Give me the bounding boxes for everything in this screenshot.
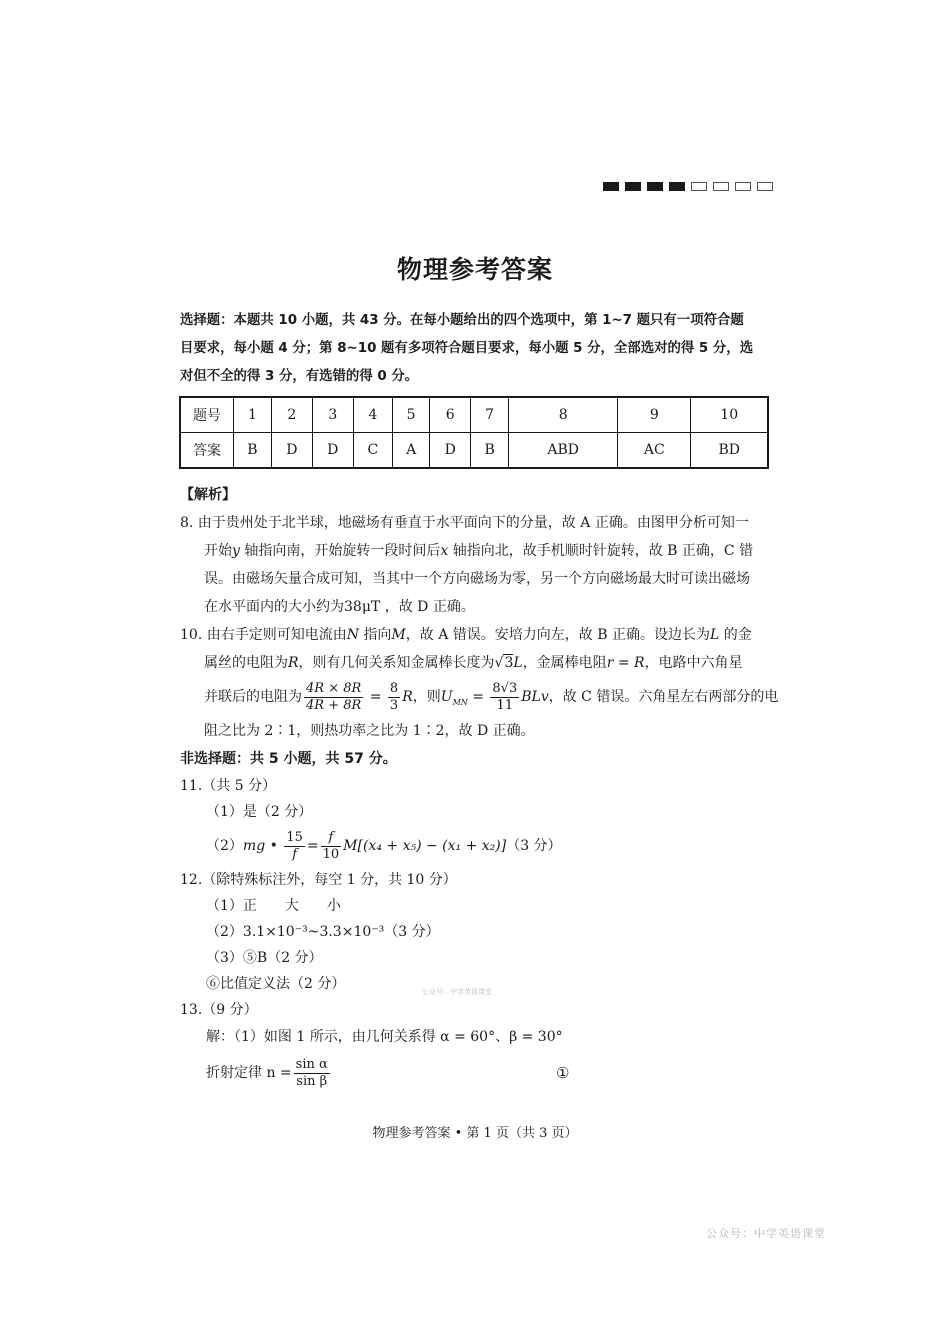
text-line: （2）mg • $\frac{15}{f}$ = $\frac{f}{10}$ M[(x₄ + x₅) − (x₁ + x₂)]（3 分） — [206, 829, 562, 862]
answer-table — [179, 396, 769, 469]
fraction: $\frac{4R \times 8R}{4R + 8R}$ — [306, 680, 362, 713]
fraction: $\frac{15}{f}$ — [286, 829, 303, 862]
table-cell: 7 — [471, 397, 509, 433]
progress-block-filled — [625, 182, 641, 191]
q13-answer — [180, 997, 780, 1095]
progress-block-empty — [735, 182, 751, 191]
text-line: 解：（1）如图 1 所示，由几何关系得 α = 60°、β = 30° — [206, 1029, 563, 1045]
text-line: 开始y 轴指向南，开始旋转一段时间后x 轴指向北，故手机顺时针旋转，故 B 正确，C 错 — [204, 543, 754, 559]
analysis-section — [180, 481, 780, 1095]
analysis-heading: 【解析】 — [180, 487, 236, 503]
table-cell: B — [471, 433, 509, 469]
table-cell: D — [430, 433, 471, 469]
nonchoice-heading: 非选择题：共 5 小题，共 57 分。 — [180, 751, 397, 767]
text-line: 并联后的电阻为 $\frac{4R \times 8R}{4R + 8R}$ = $\frac{8}{3}$ R，则$U_{MN}$ = $\frac{8√3}{11}$ BLv，故 C 错误。六角星左右两部分的电 — [204, 680, 779, 713]
watermark-corner: 公众号：中学英语课堂 — [706, 1227, 826, 1240]
text-line: （1）是（2 分） — [206, 804, 313, 820]
table-cell: 8 — [509, 397, 618, 433]
text-line: 阻之比为 2∶1，则热功率之比为 1∶2，故 D 正确。 — [204, 723, 535, 739]
progress-block-empty — [757, 182, 773, 191]
fraction: $\frac{8}{3}$ — [389, 680, 399, 713]
table-cell: 4 — [353, 397, 392, 433]
progress-block-filled — [603, 182, 619, 191]
table-cell: 10 — [691, 397, 768, 433]
progress-block-filled — [647, 182, 663, 191]
progress-block-empty — [713, 182, 729, 191]
q11-answer — [180, 773, 780, 867]
progress-block-empty — [691, 182, 707, 191]
table-cell: D — [271, 433, 312, 469]
text-line: 误。由磁场矢量合成可知，当其中一个方向磁场为零，另一个方向磁场最大时可读出磁场 — [204, 571, 750, 587]
text-line: 折射定律 n = $\frac{\text{sin α}}{\text{sin β}}$ ① — [180, 1051, 780, 1095]
table-cell: B — [234, 433, 272, 469]
table-cell: D — [312, 433, 353, 469]
table-cell: 5 — [393, 397, 430, 433]
table-cell: C — [353, 433, 392, 469]
table-cell: 2 — [271, 397, 312, 433]
answer-row — [180, 433, 768, 469]
text-line: 12.（除特殊标注外，每空 1 分，共 10 分） — [180, 872, 457, 888]
intro-line: 选择题：本题共 10 小题，共 43 分。在每小题给出的四个选项中，第 1~7 题只有一项符合题 — [180, 313, 744, 328]
text-line: （1）正 大 小 — [206, 898, 341, 914]
page-progress-blocks — [603, 182, 773, 191]
row-label: 题号 — [180, 397, 234, 433]
fraction: $\frac{8√3}{11}$ — [492, 680, 518, 713]
page-footer: 物理参考答案 • 第 1 页（共 3 页） — [372, 1126, 578, 1141]
table-cell: 6 — [430, 397, 471, 433]
question-number-row — [180, 397, 768, 433]
row-label: 答案 — [180, 433, 234, 469]
q12-answer — [180, 867, 780, 997]
text-line: 8. 由于贵州处于北半球，地磁场有垂直于水平面向下的分量，故 A 正确。由图甲分析可知一 — [180, 515, 749, 531]
fraction: $\frac{f}{10}$ — [322, 829, 340, 862]
q8-explanation — [180, 509, 780, 621]
table-cell: A — [393, 433, 430, 469]
page-title: 物理参考答案 — [396, 255, 553, 284]
choice-intro — [180, 307, 770, 391]
table-cell: AC — [618, 433, 691, 469]
table-cell: 1 — [234, 397, 272, 433]
text-line: 10. 由右手定则可知电流由N 指向M，故 A 错误。安培力向左，故 B 正确。设边长为L 的金 — [180, 627, 752, 643]
table-cell: ABD — [509, 433, 618, 469]
text-line: ⑥比值定义法（2 分） — [206, 976, 346, 992]
table-cell: 3 — [312, 397, 353, 433]
intro-line: 目要求，每小题 4 分；第 8~10 题有多项符合题目要求，每小题 5 分，全部选对的得 5 分，选 — [180, 341, 754, 356]
q10-explanation — [180, 621, 780, 745]
table-cell: BD — [691, 433, 768, 469]
watermark-text: 公众号：中学英语课堂 — [422, 988, 492, 996]
text-line: 13.（9 分） — [180, 1002, 258, 1018]
progress-block-filled — [669, 182, 685, 191]
intro-line: 对但不全的得 3 分，有选错的得 0 分。 — [180, 369, 419, 384]
fraction: $\frac{\text{sin α}}{\text{sin β}}$ — [295, 1056, 328, 1089]
text-line: 属丝的电阻为R，则有几何关系知金属棒长度为√3L，金属棒电阻r = R，电路中六角星 — [204, 655, 743, 671]
text-line: 在水平面内的大小约为38μT ，故 D 正确。 — [204, 599, 475, 615]
table-cell: 9 — [618, 397, 691, 433]
text-line: （3）⑤B（2 分） — [206, 950, 323, 966]
equation-number: ① — [556, 1064, 570, 1082]
text-line: （2）3.1×10⁻³~3.3×10⁻³（3 分） — [206, 924, 440, 940]
text-line: 11.（共 5 分） — [180, 778, 277, 794]
